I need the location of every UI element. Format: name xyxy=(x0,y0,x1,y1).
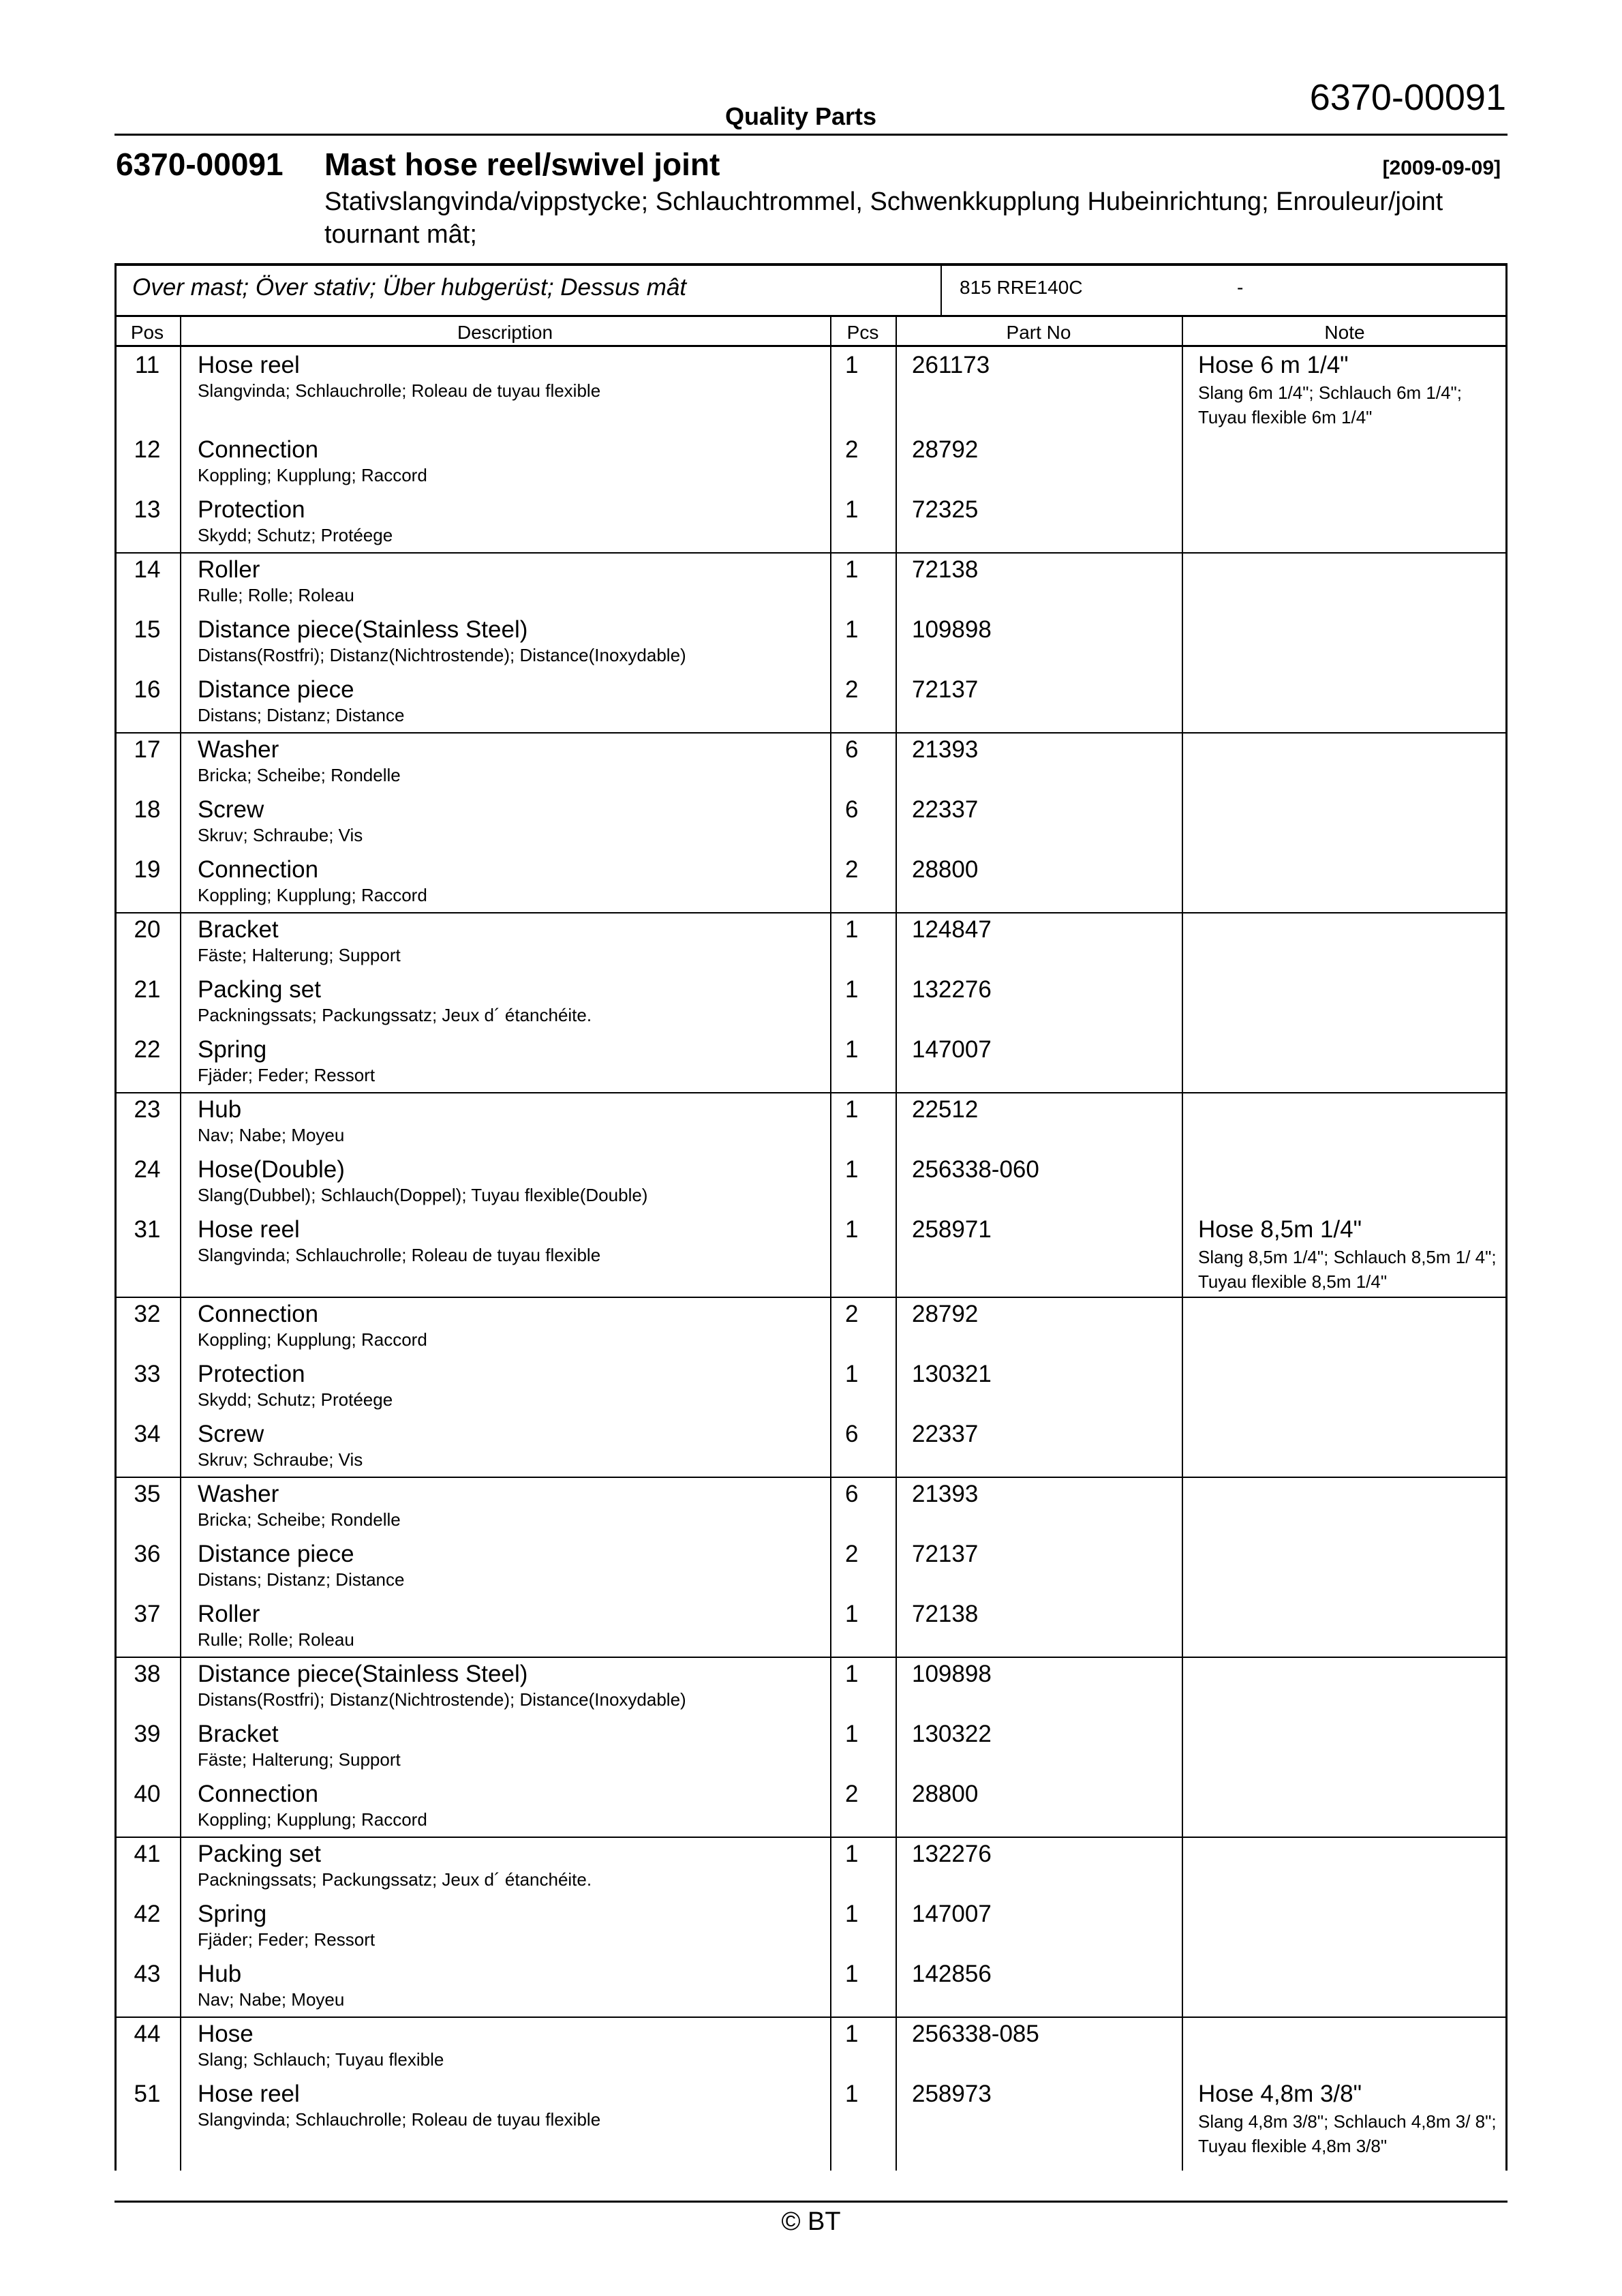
row-description: Screw xyxy=(198,796,264,823)
row-description: Connection xyxy=(198,1301,319,1327)
row-pos: 22 xyxy=(134,1036,161,1063)
row-note: Hose 8,5m 1/4" xyxy=(1198,1216,1362,1243)
section-model: 815 RRE140C xyxy=(960,277,1083,298)
column-header-pcs: Pcs xyxy=(846,322,879,343)
row-part-no: 130321 xyxy=(912,1361,992,1387)
document-subtitle: Stativslangvinda/vippstycke; Schlauchtrommel, Schwenkkupplung Hubeinrichtung; Enrouleur/joint tournant mât; xyxy=(324,187,1443,249)
row-pcs: 2 xyxy=(845,676,859,703)
row-pos: 24 xyxy=(134,1156,161,1183)
section-dash: - xyxy=(1237,277,1244,298)
row-part-no: 22337 xyxy=(912,1421,979,1447)
row-part-no: 28800 xyxy=(912,1781,979,1807)
row-part-no: 258971 xyxy=(912,1216,992,1243)
row-description: Connection xyxy=(198,1781,319,1807)
row-description: Hose reel xyxy=(198,2081,300,2107)
group-divider xyxy=(114,552,1508,554)
row-pcs: 1 xyxy=(845,496,859,523)
row-part-no: 147007 xyxy=(912,1901,992,1927)
row-pcs: 1 xyxy=(845,916,859,943)
row-description-translations: Fjäder; Feder; Ressort xyxy=(198,1065,376,1085)
row-part-no: 21393 xyxy=(912,1481,979,1507)
row-description-translations: Koppling; Kupplung; Raccord xyxy=(198,1809,427,1830)
footer-divider xyxy=(114,2201,1508,2203)
row-part-no: 147007 xyxy=(912,1036,992,1063)
row-pcs: 1 xyxy=(845,1961,859,1987)
row-description: Spring xyxy=(198,1901,267,1927)
row-part-no: 256338-060 xyxy=(912,1156,1039,1183)
row-pos: 15 xyxy=(134,616,161,643)
row-description-translations: Rulle; Rolle; Roleau xyxy=(198,1629,354,1650)
row-pos: 18 xyxy=(134,796,161,823)
row-description-translations: Distans; Distanz; Distance xyxy=(198,1569,405,1590)
parts-table xyxy=(114,263,1508,2171)
row-description: Hub xyxy=(198,1961,242,1987)
row-pos: 33 xyxy=(134,1361,161,1387)
row-description: Bracket xyxy=(198,1721,279,1747)
row-description-translations: Fjäder; Feder; Ressort xyxy=(198,1929,376,1950)
row-pos: 43 xyxy=(134,1961,161,1987)
row-pcs: 2 xyxy=(845,1781,859,1807)
row-description-translations: Nav; Nabe; Moyeu xyxy=(198,1125,345,1145)
row-description: Roller xyxy=(198,556,260,583)
column-header-pos: Pos xyxy=(130,322,164,343)
row-part-no: 109898 xyxy=(912,1661,992,1687)
section-text: Over mast; Över stativ; Über hubgerüst; Dessus mât xyxy=(132,274,687,301)
row-description-translations: Slang; Schlauch; Tuyau flexible xyxy=(198,2049,444,2070)
row-description-translations: Slangvinda; Schlauchrolle; Roleau de tuyau flexible xyxy=(198,380,601,401)
row-pos: 40 xyxy=(134,1781,161,1807)
row-pcs: 1 xyxy=(845,1361,859,1387)
row-part-no: 28800 xyxy=(912,856,979,883)
row-pos: 16 xyxy=(134,676,161,703)
row-pos: 34 xyxy=(134,1421,161,1447)
row-part-no: 72137 xyxy=(912,676,979,703)
group-divider xyxy=(114,1477,1508,1478)
document-date: [2009-09-09] xyxy=(1382,157,1501,179)
row-pos: 11 xyxy=(134,352,160,378)
row-part-no: 130322 xyxy=(912,1721,992,1747)
row-pcs: 1 xyxy=(845,1901,859,1927)
page-header-code: 6370-00091 xyxy=(1309,77,1506,118)
group-divider xyxy=(114,2016,1508,2018)
row-description-translations: Slangvinda; Schlauchrolle; Roleau de tuyau flexible xyxy=(198,1245,601,1265)
row-description-translations: Skydd; Schutz; Protéege xyxy=(198,1389,393,1410)
row-pcs: 1 xyxy=(845,1096,859,1123)
row-description-translations: Koppling; Kupplung; Raccord xyxy=(198,1329,427,1350)
group-divider xyxy=(114,1297,1508,1298)
row-description: Hose xyxy=(198,2021,254,2047)
row-part-no: 124847 xyxy=(912,916,992,943)
row-description-translations: Slang(Dubbel); Schlauch(Doppel); Tuyau flexible(Double) xyxy=(198,1185,648,1205)
row-description: Washer xyxy=(198,1481,279,1507)
row-part-no: 21393 xyxy=(912,736,979,763)
row-description: Connection xyxy=(198,856,319,883)
row-description-translations: Fäste; Halterung; Support xyxy=(198,945,401,965)
row-pos: 44 xyxy=(134,2021,161,2047)
row-pcs: 1 xyxy=(845,352,859,378)
row-description: Packing set xyxy=(198,976,321,1003)
row-pos: 20 xyxy=(134,916,161,943)
row-description: Hose reel xyxy=(198,352,300,378)
row-description-translations: Koppling; Kupplung; Raccord xyxy=(198,465,427,485)
row-pcs: 6 xyxy=(845,1481,859,1507)
row-pos: 13 xyxy=(134,496,161,523)
row-description-translations: Slangvinda; Schlauchrolle; Roleau de tuyau flexible xyxy=(198,2109,601,2130)
row-note: Hose 4,8m 3/8" xyxy=(1198,2081,1362,2107)
group-divider xyxy=(114,1837,1508,1838)
footer-copyright: © BT xyxy=(781,2207,841,2236)
row-pcs: 1 xyxy=(845,2021,859,2047)
row-part-no: 132276 xyxy=(912,1841,992,1867)
row-part-no: 72325 xyxy=(912,496,979,523)
row-description: Distance piece xyxy=(198,1541,354,1567)
row-pos: 39 xyxy=(134,1721,161,1747)
row-pcs: 1 xyxy=(845,1841,859,1867)
row-description: Roller xyxy=(198,1601,260,1627)
row-note: Hose 6 m 1/4" xyxy=(1198,352,1349,378)
row-pcs: 1 xyxy=(845,616,859,643)
row-part-no: 258973 xyxy=(912,2081,992,2107)
row-description: Protection xyxy=(198,1361,305,1387)
row-description-translations: Nav; Nabe; Moyeu xyxy=(198,1989,345,2010)
row-pos: 19 xyxy=(134,856,161,883)
row-pcs: 1 xyxy=(845,1721,859,1747)
row-pos: 35 xyxy=(134,1481,161,1507)
row-pos: 31 xyxy=(134,1216,161,1243)
row-description: Packing set xyxy=(198,1841,321,1867)
column-divider xyxy=(180,315,181,2171)
row-pcs: 1 xyxy=(845,1036,859,1063)
row-part-no: 72138 xyxy=(912,556,979,583)
row-description-translations: Bricka; Scheibe; Rondelle xyxy=(198,765,401,785)
row-pcs: 6 xyxy=(845,1421,859,1447)
row-pcs: 2 xyxy=(845,436,859,463)
row-pos: 51 xyxy=(134,2081,161,2107)
document-title: Mast hose reel/swivel joint xyxy=(324,147,720,182)
row-pcs: 1 xyxy=(845,1661,859,1687)
group-divider xyxy=(114,732,1508,734)
section-divider xyxy=(940,263,942,315)
row-pos: 41 xyxy=(134,1841,161,1867)
row-description: Spring xyxy=(198,1036,267,1063)
row-pos: 42 xyxy=(134,1901,161,1927)
section-row xyxy=(114,263,1508,317)
row-pcs: 1 xyxy=(845,976,859,1003)
row-description: Hub xyxy=(198,1096,242,1123)
row-pcs: 2 xyxy=(845,1301,859,1327)
header-divider xyxy=(114,134,1508,136)
row-pos: 23 xyxy=(134,1096,161,1123)
row-pcs: 1 xyxy=(845,1601,859,1627)
row-description-translations: Skruv; Schraube; Vis xyxy=(198,1449,363,1470)
row-description-translations: Distans(Rostfri); Distanz(Nichtrostende); Distance(Inoxydable) xyxy=(198,645,686,665)
row-pos: 14 xyxy=(134,556,161,583)
row-part-no: 22512 xyxy=(912,1096,979,1123)
row-pcs: 2 xyxy=(845,856,859,883)
row-description-translations: Distans; Distanz; Distance xyxy=(198,705,405,725)
row-description: Washer xyxy=(198,736,279,763)
group-divider xyxy=(114,1657,1508,1658)
row-note-translations: Slang 4,8m 3/8"; Schlauch 4,8m 3/ 8"; Tuyau flexible 4,8m 3/8" xyxy=(1198,2111,1497,2156)
row-pcs: 1 xyxy=(845,2081,859,2107)
row-pcs: 6 xyxy=(845,796,859,823)
row-description: Distance piece(Stainless Steel) xyxy=(198,1661,528,1687)
row-part-no: 109898 xyxy=(912,616,992,643)
row-part-no: 142856 xyxy=(912,1961,992,1987)
row-description: Distance piece(Stainless Steel) xyxy=(198,616,528,643)
row-part-no: 22337 xyxy=(912,796,979,823)
document-number: 6370-00091 xyxy=(116,147,284,182)
row-part-no: 256338-085 xyxy=(912,2021,1039,2047)
row-pos: 17 xyxy=(134,736,161,763)
row-part-no: 72137 xyxy=(912,1541,979,1567)
row-description-translations: Skydd; Schutz; Protéege xyxy=(198,525,393,545)
row-description-translations: Skruv; Schraube; Vis xyxy=(198,825,363,845)
row-description: Protection xyxy=(198,496,305,523)
row-pos: 32 xyxy=(134,1301,161,1327)
row-description: Screw xyxy=(198,1421,264,1447)
row-pos: 12 xyxy=(134,436,161,463)
group-divider xyxy=(114,1092,1508,1093)
row-description: Hose(Double) xyxy=(198,1156,345,1183)
row-part-no: 28792 xyxy=(912,436,979,463)
row-pos: 37 xyxy=(134,1601,161,1627)
row-pos: 36 xyxy=(134,1541,161,1567)
table-right-border xyxy=(1505,263,1508,2171)
row-pcs: 2 xyxy=(845,1541,859,1567)
column-divider xyxy=(830,315,831,2171)
row-description: Hose reel xyxy=(198,1216,300,1243)
row-note-translations: Slang 6m 1/4"; Schlauch 6m 1/4"; Tuyau flexible 6m 1/4" xyxy=(1198,382,1463,427)
row-description-translations: Rulle; Rolle; Roleau xyxy=(198,585,354,605)
row-description-translations: Distans(Rostfri); Distanz(Nichtrostende); Distance(Inoxydable) xyxy=(198,1689,686,1710)
row-note-translations: Slang 8,5m 1/4"; Schlauch 8,5m 1/ 4"; Tuyau flexible 8,5m 1/4" xyxy=(1198,1247,1497,1292)
row-part-no: 28792 xyxy=(912,1301,979,1327)
row-description: Distance piece xyxy=(198,676,354,703)
row-description-translations: Packningssats; Packungssatz; Jeux d´ étanchéite. xyxy=(198,1005,592,1025)
group-divider xyxy=(114,912,1508,913)
row-pcs: 1 xyxy=(845,556,859,583)
row-part-no: 132276 xyxy=(912,976,992,1003)
column-header-part-no: Part No xyxy=(1006,322,1071,343)
column-header-description: Description xyxy=(457,322,553,343)
row-description: Bracket xyxy=(198,916,279,943)
page-header-title: Quality Parts xyxy=(724,102,877,130)
row-description-translations: Koppling; Kupplung; Raccord xyxy=(198,885,427,905)
row-description: Connection xyxy=(198,436,319,463)
row-description-translations: Fäste; Halterung; Support xyxy=(198,1749,401,1770)
column-divider xyxy=(1182,315,1183,2171)
column-header-row xyxy=(114,315,1508,347)
row-pcs: 1 xyxy=(845,1216,859,1243)
row-description-translations: Packningssats; Packungssatz; Jeux d´ étanchéite. xyxy=(198,1869,592,1890)
row-pcs: 1 xyxy=(845,1156,859,1183)
column-header-note: Note xyxy=(1324,322,1365,343)
row-part-no: 261173 xyxy=(912,352,990,378)
column-divider xyxy=(896,315,897,2171)
row-pos: 21 xyxy=(134,976,161,1003)
row-pcs: 6 xyxy=(845,736,859,763)
row-pos: 38 xyxy=(134,1661,161,1687)
row-description-translations: Bricka; Scheibe; Rondelle xyxy=(198,1509,401,1530)
row-part-no: 72138 xyxy=(912,1601,979,1627)
